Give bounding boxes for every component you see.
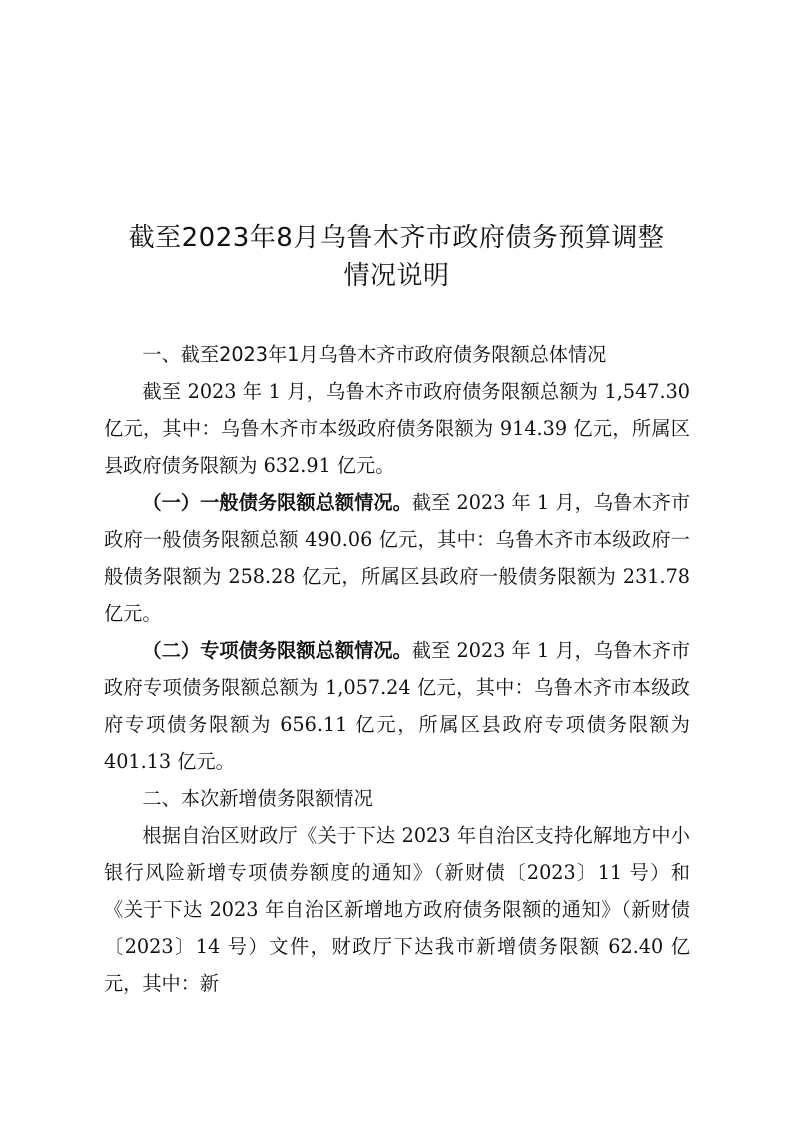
subsection-1-heading: （一）一般债务限额总额情况。 (142, 491, 412, 514)
document-title-line-2: 情况说明 (343, 261, 450, 291)
document-body (104, 336, 690, 1002)
subsection-1-paragraph (104, 484, 690, 632)
section-1-heading: 一、截至2023年1月乌鲁木齐市政府债务限额总体情况 (142, 343, 607, 366)
section-2-paragraph: 根据自治区财政厅《关于下达 2023 年自治区支持化解地方中小银行风险新增专项债券额度的通知》（新财债〔2023〕11 号）和《关于下达 2023 年自治区新增地方政府债务限额的通知》（新财债〔2023〕14 号）文件，财政厅下达我市新增债务限额 62.40 亿元，其中：新 (104, 824, 690, 995)
subsection-2-paragraph (104, 632, 690, 780)
document-title-line-1: 截至2023年8月乌鲁木齐市政府债务预算调整 (128, 223, 665, 253)
subsection-1-text: 截至 2023 年 1 月，乌鲁木齐市政府一般债务限额总额 490.06 亿元，其中：乌鲁木齐市本级政府一般债务限额为 258.28 亿元，所属区县政府一般债务限额为 231.78 亿元。 (104, 491, 691, 625)
subsection-2-heading: （二）专项债务限额总额情况。 (142, 639, 412, 662)
section-1-paragraph: 截至 2023 年 1 月，乌鲁木齐市政府债务限额总额为 1,547.30 亿元，其中：乌鲁木齐市本级政府债务限额为 914.39 亿元，所属区县政府债务限额为 632.91 亿元。 (104, 380, 690, 477)
section-2-heading: 二、本次新增债务限额情况 (142, 787, 373, 810)
subsection-2-text: 截至 2023 年 1 月，乌鲁木齐市政府专项债务限额总额为 1,057.24 亿元，其中：乌鲁木齐市本级政府专项债务限额为 656.11 亿元，所属区县政府专项债务限额为 401.13 亿元。 (104, 639, 691, 773)
